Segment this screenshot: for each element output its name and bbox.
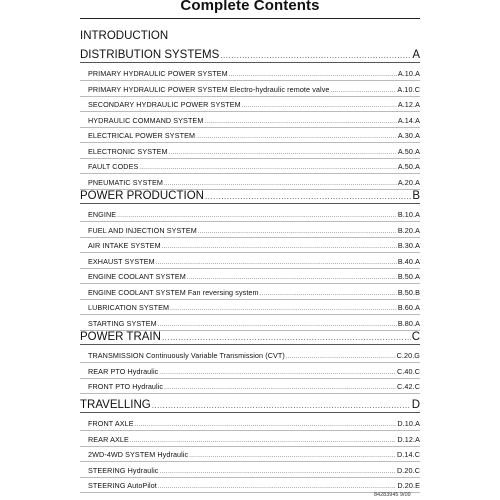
toc-entry[interactable] bbox=[88, 382, 420, 393]
toc-entry-label: ELECTRICAL POWER SYSTEM bbox=[88, 131, 196, 140]
page-title: Complete Contents bbox=[180, 0, 320, 14]
toc-entry-code: D.14.C bbox=[397, 450, 420, 459]
toc-entry-code: B.20.A bbox=[397, 225, 420, 235]
toc-entry-code: A.30.A bbox=[397, 131, 420, 140]
toc-entry-code: D.10.A bbox=[397, 419, 420, 428]
entry-rule bbox=[80, 446, 420, 447]
toc-entry[interactable] bbox=[88, 116, 420, 127]
toc-entry[interactable] bbox=[88, 272, 420, 283]
dot-leader bbox=[198, 227, 397, 237]
toc-entry-code: B.50.B bbox=[397, 287, 420, 297]
entry-rule bbox=[80, 461, 420, 462]
dot-leader bbox=[204, 117, 396, 127]
section-rule bbox=[80, 412, 420, 413]
dot-leader bbox=[152, 399, 411, 413]
dot-leader bbox=[169, 148, 397, 158]
entry-rule bbox=[80, 393, 420, 394]
dot-leader bbox=[139, 163, 396, 173]
toc-entry[interactable] bbox=[88, 303, 420, 314]
toc-entry-code: B.10.A bbox=[397, 210, 420, 219]
entry-rule bbox=[80, 378, 420, 379]
toc-entry[interactable] bbox=[88, 131, 420, 142]
toc-entry[interactable] bbox=[88, 178, 420, 189]
toc-entry-label: ENGINE COOLANT SYSTEM Fan reversing system bbox=[88, 287, 259, 297]
toc-entry-code: B.60.A bbox=[397, 303, 420, 312]
toc-entry-code: D.12.A bbox=[397, 434, 420, 444]
toc-entry-label: PRIMARY HYDRAULIC POWER SYSTEM Electro-hydraulic remote valve bbox=[88, 84, 330, 94]
section-heading[interactable] bbox=[80, 189, 420, 204]
entry-rule bbox=[80, 221, 420, 222]
toc-entry-label: ENGINE COOLANT SYSTEM bbox=[88, 272, 186, 281]
toc-entry-label: SECONDARY HYDRAULIC POWER SYSTEM bbox=[88, 100, 241, 109]
toc-entry[interactable] bbox=[88, 85, 420, 96]
dot-leader bbox=[130, 436, 397, 446]
toc-entry[interactable] bbox=[88, 257, 420, 268]
dot-leader bbox=[187, 273, 397, 283]
dot-leader bbox=[162, 242, 397, 252]
toc-entry-label: FAULT CODES bbox=[88, 162, 139, 171]
dot-leader bbox=[158, 320, 397, 330]
section-heading[interactable] bbox=[80, 48, 420, 63]
toc-entry-code: D.20.C bbox=[397, 465, 420, 475]
entry-rule bbox=[80, 268, 420, 269]
entry-rule bbox=[80, 111, 420, 112]
toc-entry-label: STEERING AutoPilot bbox=[88, 481, 157, 490]
toc-entry-label: STARTING SYSTEM bbox=[88, 318, 157, 328]
section-title: POWER TRAIN bbox=[80, 331, 161, 343]
dot-leader bbox=[196, 132, 397, 142]
toc-entry-code: A.10.C bbox=[397, 84, 420, 94]
dot-leader bbox=[164, 383, 396, 393]
entry-rule bbox=[80, 430, 420, 431]
dot-leader bbox=[159, 368, 396, 378]
toc-entry-label: REAR AXLE bbox=[88, 434, 129, 444]
footer-code: 84283945 9/09 bbox=[374, 492, 411, 498]
toc-entry-code: C.42.C bbox=[397, 382, 420, 391]
toc-entry[interactable] bbox=[88, 288, 420, 299]
entry-rule bbox=[80, 252, 420, 253]
toc-entry-label: PRIMARY HYDRAULIC POWER SYSTEM bbox=[88, 69, 228, 78]
toc-entry-code: A.50.A bbox=[397, 146, 420, 156]
toc-entry-label: AIR INTAKE SYSTEM bbox=[88, 241, 161, 250]
entry-rule bbox=[80, 477, 420, 478]
section-rule bbox=[80, 62, 420, 63]
toc-entry-code: C.40.C bbox=[397, 366, 420, 376]
toc-entry-label: LUBRICATION SYSTEM bbox=[88, 303, 170, 312]
toc-entry-label: TRANSMISSION Continuously Variable Transmission (CVT) bbox=[88, 351, 285, 360]
toc-entry-code: A.20.A bbox=[397, 177, 420, 187]
toc-entry[interactable] bbox=[88, 226, 420, 237]
dot-leader bbox=[229, 70, 397, 80]
dot-leader bbox=[205, 190, 411, 204]
entry-rule bbox=[80, 96, 420, 97]
section-title: DISTRIBUTION SYSTEMS bbox=[80, 49, 220, 61]
dot-leader bbox=[160, 467, 397, 477]
dot-leader bbox=[156, 258, 397, 268]
toc-entry-label: STEERING Hydraulic bbox=[88, 465, 159, 475]
toc-entry[interactable] bbox=[88, 147, 420, 158]
introduction-heading: INTRODUCTION bbox=[80, 30, 169, 42]
toc-entry-label: EXHAUST SYSTEM bbox=[88, 256, 155, 266]
toc-entry-label: REAR PTO Hydraulic bbox=[88, 366, 159, 376]
dot-leader bbox=[117, 211, 397, 221]
toc-entry-code: C.20.G bbox=[396, 351, 420, 360]
dot-leader bbox=[170, 304, 397, 314]
section-heading[interactable] bbox=[80, 330, 420, 345]
section-title: TRAVELLING bbox=[80, 399, 151, 411]
toc-entry-code: A.14.A bbox=[397, 115, 420, 125]
dot-leader bbox=[220, 49, 411, 63]
toc-entry-label: 2WD-4WD SYSTEM Hydraulic bbox=[88, 450, 189, 459]
dot-leader bbox=[242, 101, 397, 111]
entry-rule bbox=[80, 127, 420, 128]
toc-entry[interactable] bbox=[88, 100, 420, 111]
section-code: A bbox=[412, 49, 420, 61]
toc-entry-label: FRONT AXLE bbox=[88, 419, 134, 428]
section-heading[interactable] bbox=[80, 398, 420, 413]
toc-entry[interactable] bbox=[88, 481, 420, 492]
toc-entry-label: PNEUMATIC SYSTEM bbox=[88, 177, 163, 187]
toc-entry[interactable] bbox=[88, 351, 420, 362]
toc-entry-label: ENGINE bbox=[88, 210, 117, 219]
toc-entry[interactable] bbox=[88, 162, 420, 173]
toc-entry[interactable] bbox=[88, 466, 420, 477]
entry-rule bbox=[80, 142, 420, 143]
dot-leader bbox=[164, 179, 397, 189]
section-code: D bbox=[411, 399, 420, 411]
section-code: C bbox=[411, 331, 420, 343]
section-code: B bbox=[412, 190, 420, 202]
dot-leader bbox=[260, 289, 397, 299]
toc-entry[interactable] bbox=[88, 319, 420, 330]
toc-entry[interactable] bbox=[88, 419, 420, 430]
toc-entry[interactable] bbox=[88, 210, 420, 221]
entry-rule bbox=[80, 492, 420, 493]
toc-entry-label: FRONT PTO Hydraulic bbox=[88, 382, 164, 391]
entry-rule bbox=[80, 299, 420, 300]
toc-entry-code: A.10.A bbox=[397, 69, 420, 78]
toc-entry[interactable] bbox=[88, 367, 420, 378]
toc-entry-code: B.50.A bbox=[397, 272, 420, 281]
entry-rule bbox=[80, 158, 420, 159]
toc-entry-label: ELECTRONIC SYSTEM bbox=[88, 146, 168, 156]
toc-entry-code: A.50.A bbox=[397, 162, 420, 171]
entry-rule bbox=[80, 173, 420, 174]
entry-rule bbox=[80, 314, 420, 315]
section-title: POWER PRODUCTION bbox=[80, 190, 204, 202]
toc-entry[interactable] bbox=[88, 241, 420, 252]
toc-entry[interactable] bbox=[88, 450, 420, 461]
toc-entry-code: B.30.A bbox=[397, 241, 420, 250]
toc-entry-label: FUEL AND INJECTION SYSTEM bbox=[88, 225, 197, 235]
dot-leader bbox=[162, 331, 411, 345]
toc-entry[interactable] bbox=[88, 435, 420, 446]
entry-rule bbox=[80, 237, 420, 238]
toc-entry-code: A.12.A bbox=[397, 100, 420, 109]
toc-entry-code: D.20.E bbox=[397, 481, 420, 490]
toc-entry-code: B.40.A bbox=[397, 256, 420, 266]
dot-leader bbox=[189, 451, 396, 461]
entry-rule bbox=[80, 362, 420, 363]
toc-entry[interactable] bbox=[88, 69, 420, 80]
title-rule bbox=[80, 18, 420, 19]
dot-leader bbox=[135, 420, 397, 430]
dot-leader bbox=[331, 86, 397, 96]
entry-rule bbox=[80, 283, 420, 284]
entry-rule bbox=[80, 80, 420, 81]
dot-leader bbox=[158, 482, 397, 492]
toc-entry-label: HYDRAULIC COMMAND SYSTEM bbox=[88, 115, 204, 125]
toc-entry-code: B.80.A bbox=[397, 318, 420, 328]
dot-leader bbox=[286, 352, 396, 362]
section-rule bbox=[80, 344, 420, 345]
section-rule bbox=[80, 203, 420, 204]
